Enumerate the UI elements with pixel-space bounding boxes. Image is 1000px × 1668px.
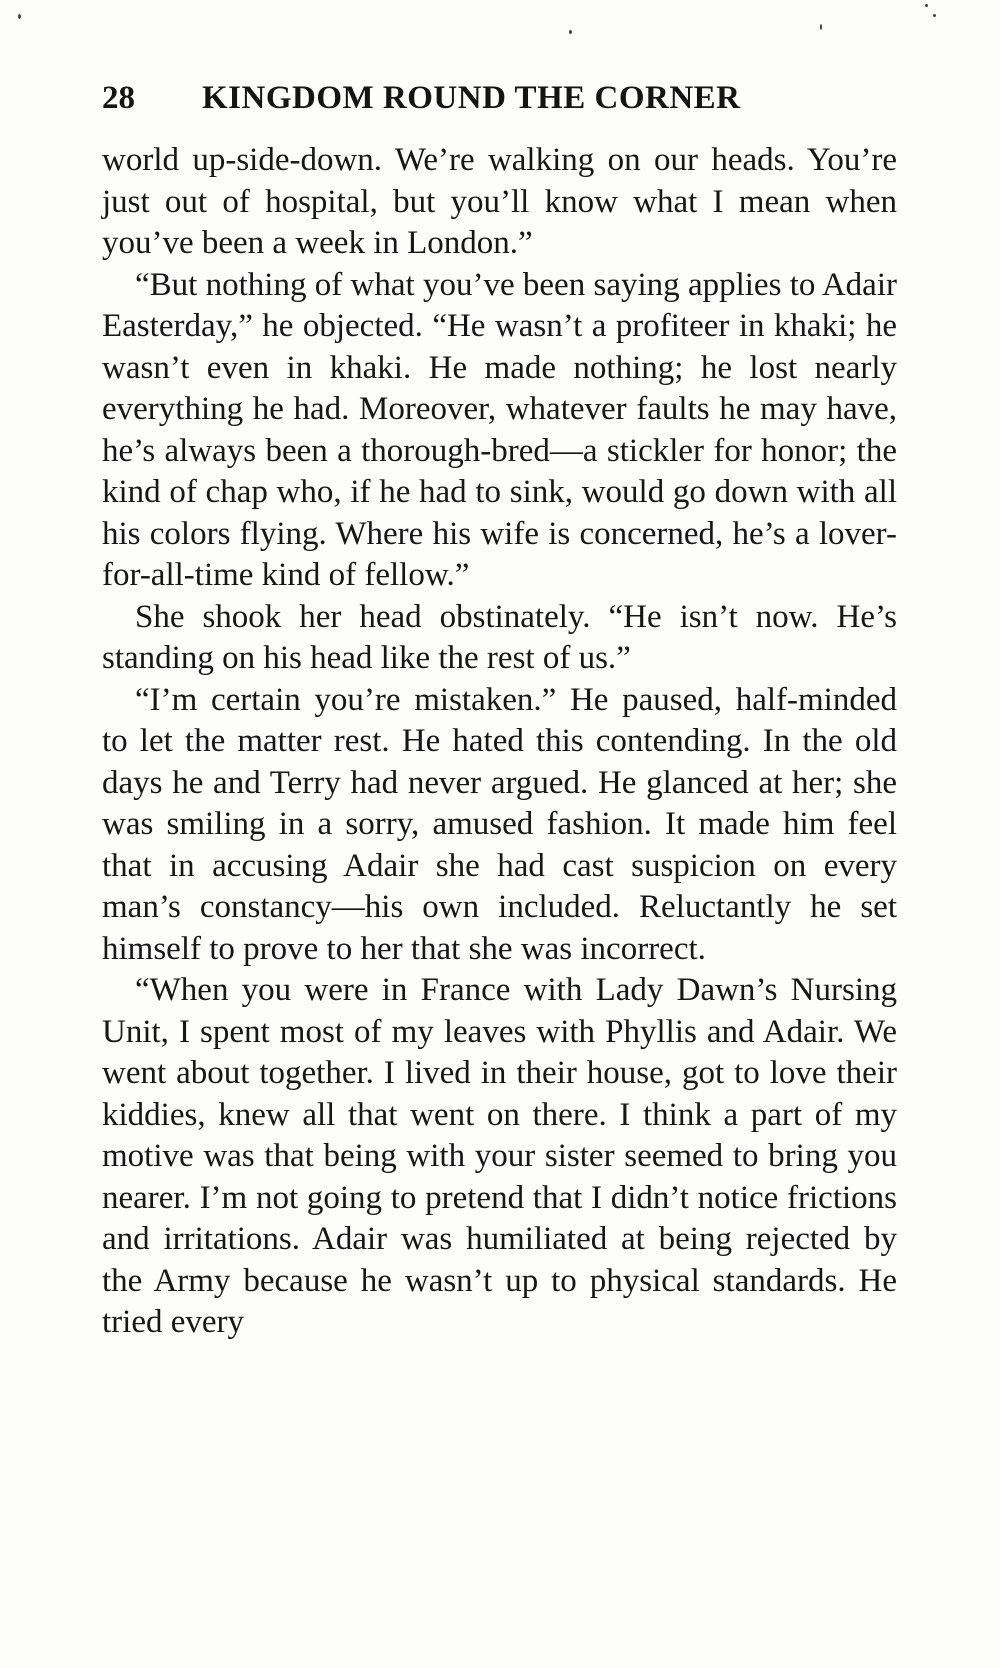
scan-speck xyxy=(18,14,21,19)
scan-speck xyxy=(925,4,928,7)
scan-speck xyxy=(569,30,572,34)
paragraph: “When you were in France with Lady Dawn’s Nursing Unit, I spent most of my leaves with Phyllis and Adair. We went about together. I lived in their house, got to love their kiddies, knew all that went on there. I think a part of my motive was that being with your sister seemed to bring you nearer. I’m not going to pretend that I didn’t notice frictions and irritations. Adair was humiliated at being rejected by the Army because he wasn’t up to physical standards. He tried every xyxy=(102,972,897,1340)
running-title: KINGDOM ROUND THE CORNER xyxy=(202,80,741,116)
scan-speck xyxy=(820,24,822,30)
page-header xyxy=(102,80,862,126)
paragraph: world up-side-down. We’re walking on our heads. You’re just out of hospital, but you’ll know what I mean when you’ve been a week in London.” xyxy=(102,142,897,261)
scan-speck xyxy=(933,14,936,17)
page-number: 28 xyxy=(102,80,135,116)
paragraph: “I’m certain you’re mistaken.” He paused, half-minded to let the matter rest. He hated this contending. In the old days he and Terry had never argued. He glanced at her; she was smiling in a sorry, amused fashion. It made him feel that in accusing Adair she had cast suspicion on every man’s constancy—his own included. Reluctantly he set himself to prove to her that she was incorrect. xyxy=(102,681,897,967)
paragraph: She shook her head obstinately. “He isn’t now. He’s standing on his head like the rest of us.” xyxy=(102,598,897,676)
paragraph: “But nothing of what you’ve been saying applies to Adair Easterday,” he objected. “He wasn’t a profiteer in khaki; he wasn’t even in khaki. He made nothing; he lost nearly everything he had. Moreover, whatever faults he may have, he’s always been a thorough-bred—a stickler for honor; the kind of chap who, if he had to sink, would go down with all his colors flying. Where his wife is concerned, he’s a lover-for-all-time kind of fellow.” xyxy=(102,266,897,593)
body-text xyxy=(102,140,897,1344)
